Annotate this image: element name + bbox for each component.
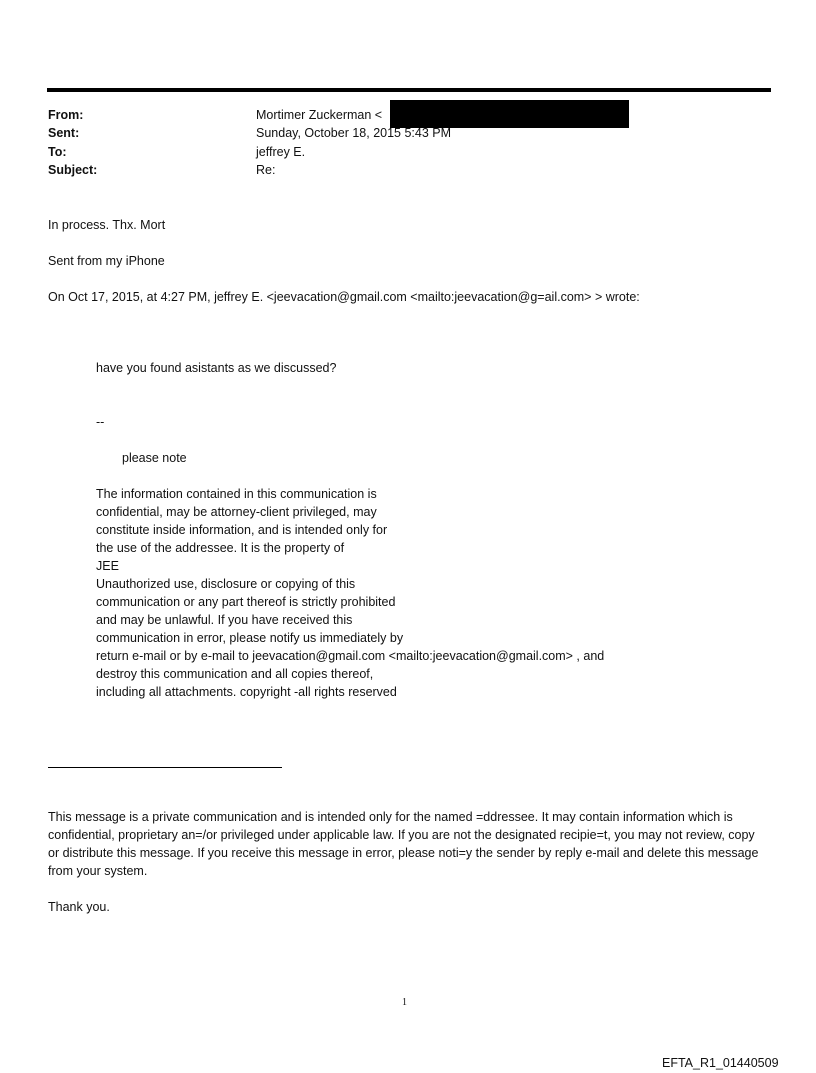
reply-text: In process. Thx. Mort — [48, 218, 166, 232]
footer-thanks: Thank you. — [48, 900, 110, 914]
from-label: From: — [48, 108, 84, 122]
disclaimer-line: communication or any part thereof is strictly prohibited — [96, 595, 396, 609]
disclaimer-line: including all attachments. copyright -all rights reserved — [96, 685, 397, 699]
quoted-message: have you found asistants as we discussed? — [96, 361, 337, 375]
disclaimer-line: confidential, may be attorney-client privileged, may — [96, 505, 377, 519]
subject-label: Subject: — [48, 163, 98, 177]
disclaimer-line: the use of the addressee. It is the property of — [96, 541, 345, 555]
quote-intro: On Oct 17, 2015, at 4:27 PM, jeffrey E. <jeevacation@gmail.com <mailto:jeevacation@g=ail.com> > wrote: — [48, 290, 640, 304]
footer-separator — [48, 767, 282, 768]
disclaimer-line: communication in error, please notify us immediately by — [96, 631, 404, 645]
footer-notice: This message is a private communication and is intended only for the named =ddressee. It may contain information which is confidential, proprietary an=/or privileged under applicable law. If you are not the designated recipie=t, you may not review, copy or distribute this message. If you receive this message in error, please noti=y the sender by reply e-mail and delete this message from your system. — [48, 810, 759, 878]
please-note: please note — [122, 451, 187, 465]
disclaimer-line: The information contained in this communication is — [96, 487, 377, 501]
disclaimer-line: constitute inside information, and is intended only for — [96, 523, 388, 537]
subject-value: Re: — [256, 163, 276, 177]
sent-label: Sent: — [48, 126, 80, 140]
disclaimer-line: destroy this communication and all copies thereof, — [96, 667, 374, 681]
disclaimer-line: and may be unlawful. If you have received this — [96, 613, 353, 627]
header-top-rule — [47, 88, 771, 92]
signature-dashes: -- — [96, 415, 105, 429]
to-label: To: — [48, 145, 67, 159]
bates-number: EFTA_R1_01440509 — [662, 1056, 779, 1070]
disclaimer-line: return e-mail or by e-mail to jeevacation@gmail.com <mailto:jeevacation@gmail.com> , and — [96, 649, 605, 663]
redaction-box — [390, 100, 629, 128]
to-value: jeffrey E. — [256, 145, 306, 159]
page-number: 1 — [402, 997, 407, 1008]
from-value: Mortimer Zuckerman < — [256, 108, 383, 122]
sent-value: Sunday, October 18, 2015 5:43 PM — [256, 126, 452, 140]
disclaimer-line: Unauthorized use, disclosure or copying of this — [96, 577, 356, 591]
mobile-signature: Sent from my iPhone — [48, 254, 165, 268]
disclaimer-line: JEE — [96, 559, 119, 573]
